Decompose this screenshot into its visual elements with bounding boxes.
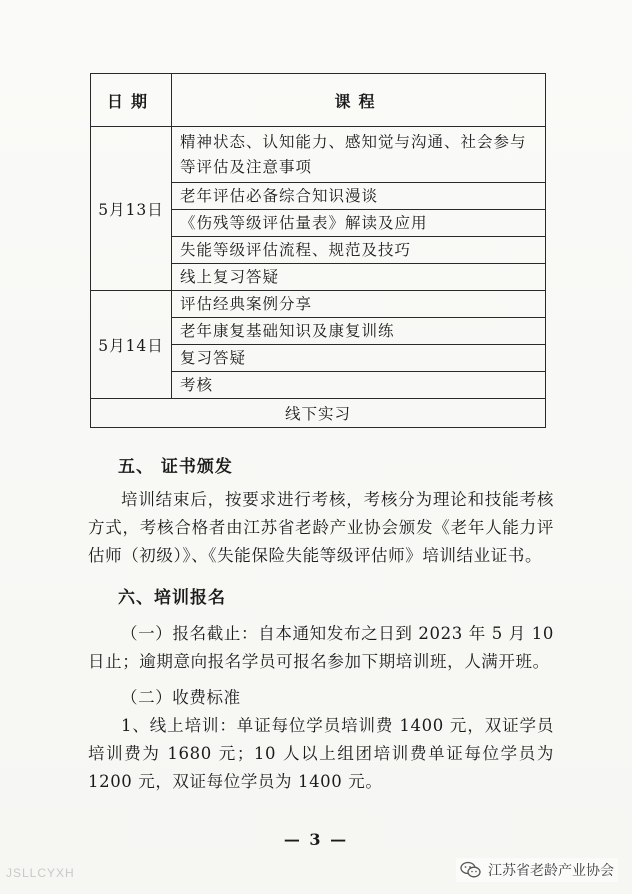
wechat-icon bbox=[460, 861, 482, 879]
section-6-title: 六、培训报名 bbox=[118, 588, 226, 608]
header-date: 日期 bbox=[91, 74, 172, 127]
table-row bbox=[91, 291, 546, 318]
course-cell: 线上复习答疑 bbox=[172, 264, 546, 291]
course-cell: 老年评估必备综合知识漫谈 bbox=[172, 183, 546, 210]
course-cell: 评估经典案例分享 bbox=[172, 291, 546, 318]
course-cell: 《伤残等级评估量表》解读及应用 bbox=[172, 210, 546, 237]
header-course: 课程 bbox=[172, 74, 546, 127]
training-schedule-table bbox=[90, 73, 546, 428]
watermark: JSLLCYXH bbox=[6, 866, 75, 880]
wechat-account-name: 江苏省老龄产业协会 bbox=[488, 862, 614, 878]
course-cell: 老年康复基础知识及康复训练 bbox=[172, 318, 546, 345]
table-row bbox=[91, 127, 546, 183]
page-number: — 3 — bbox=[283, 830, 349, 849]
online-fee-paragraph: 1、线上培训：单证每位学员培训费 1400 元，双证学员培训费为 1680 元；10 人以上组团培训费单证每位学员为 1200 元，双证每位学员为 1400 元。 bbox=[88, 716, 554, 791]
course-cell: 复习答疑 bbox=[172, 345, 546, 372]
section-5-title: 五、 证书颁发 bbox=[118, 457, 233, 477]
date-cell-day1: 5月13日 bbox=[91, 127, 172, 291]
date-cell-day2: 5月14日 bbox=[91, 291, 172, 399]
section-5-body: 培训结束后，按要求进行考核，考核分为理论和技能考核方式，考核合格者由江苏省老龄产业协会颁发《老年人能力评估师（初级）》、《失能保险失能等级评估师》培训结业证书。 bbox=[88, 490, 554, 565]
table-header-row bbox=[91, 74, 546, 127]
course-cell: 考核 bbox=[172, 372, 546, 399]
wechat-account-badge bbox=[456, 858, 618, 882]
table-row bbox=[91, 399, 546, 428]
course-cell: 失能等级评估流程、规范及技巧 bbox=[172, 237, 546, 264]
fee-standard-heading: （二）收费标准 bbox=[121, 688, 241, 707]
registration-deadline: （一）报名截止：自本通知发布之日到 2023 年 5 月 10 日止；逾期意向报名学员可报名参加下期培训班，人满开班。 bbox=[88, 624, 554, 671]
course-cell: 精神状态、认知能力、感知觉与沟通、社会参与等评估及注意事项 bbox=[172, 127, 546, 183]
offline-practice-cell: 线下实习 bbox=[91, 399, 546, 428]
